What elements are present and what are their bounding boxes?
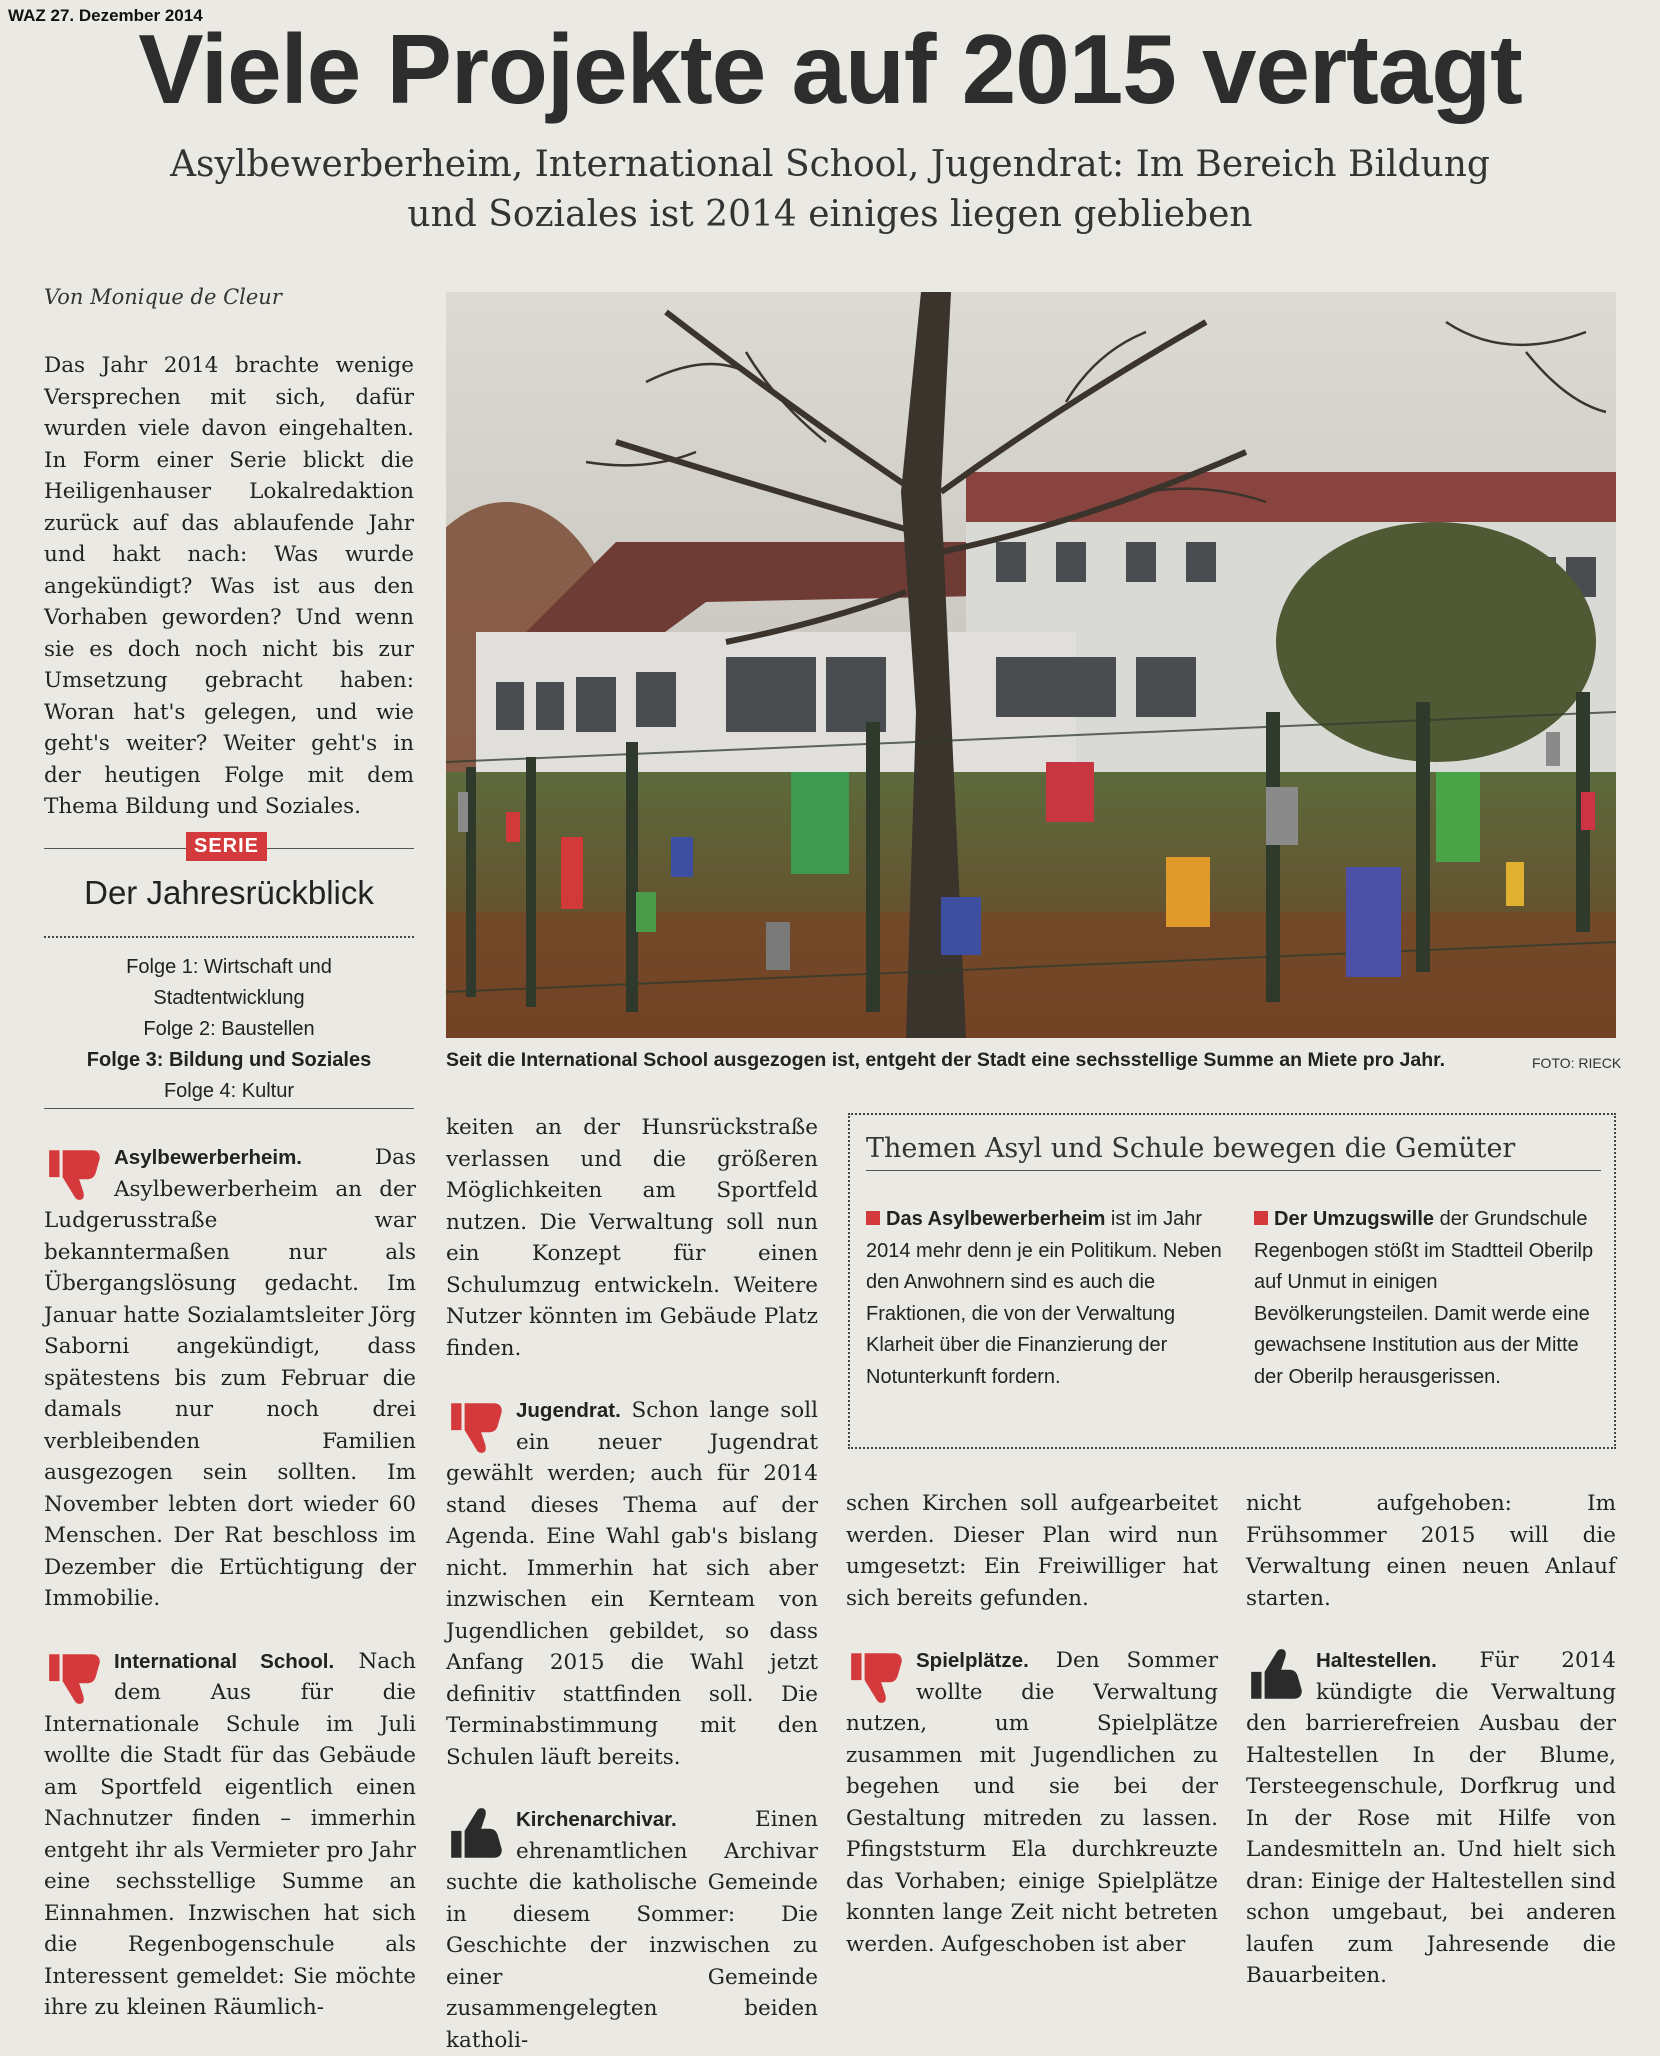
section-kirchenarchivar bbox=[446, 1804, 818, 2056]
byline: Von Monique de Cleur bbox=[44, 285, 282, 309]
section-text-continued: nicht aufgehoben: Im Frühsommer 2015 will die Verwaltung einen neuen Anlauf starten. bbox=[1246, 1491, 1616, 1611]
photo-school-building bbox=[446, 292, 1616, 1038]
section-lead: International School. bbox=[114, 1649, 335, 1673]
article-column-2 bbox=[446, 1112, 818, 2056]
serie-badge: SERIE bbox=[186, 832, 267, 861]
divider bbox=[866, 1170, 1601, 1171]
red-square-icon bbox=[866, 1211, 880, 1225]
info-box-title: Themen Asyl und Schule bewegen die Gemüter bbox=[866, 1133, 1516, 1164]
headline: Viele Projekte auf 2015 vertagt bbox=[138, 14, 1522, 124]
newspaper-source: WAZ 27. Dezember 2014 bbox=[8, 6, 203, 25]
serie-item: Folge 2: Baustellen bbox=[143, 1018, 315, 1040]
serie-item: Stadtentwicklung bbox=[153, 987, 305, 1009]
serie-item: Folge 1: Wirtschaft und bbox=[126, 956, 332, 978]
thumbs-up-icon bbox=[1246, 1645, 1308, 1707]
section-asylbewerberheim bbox=[44, 1142, 416, 1615]
thumbs-up-icon bbox=[446, 1804, 508, 1866]
section-lead: Spielplätze. bbox=[916, 1649, 1029, 1672]
red-square-icon bbox=[1254, 1211, 1268, 1225]
article-column-3 bbox=[846, 1488, 1218, 1960]
info-box-left bbox=[866, 1204, 1230, 1393]
section-lead: Haltestellen. bbox=[1316, 1649, 1437, 1672]
info-box-text: ist im Jahr 2014 mehr denn je ein Politikum. Neben den Anwohnern sind es auch die Fraktionen, die von der Verwaltung Klarheit über die Finanzierung der Notunterkunft fordern. bbox=[866, 1208, 1222, 1388]
thumbs-down-icon bbox=[846, 1645, 908, 1707]
article-column-1 bbox=[44, 1142, 416, 2024]
section-text-continued: schen Kirchen soll aufgearbeitet werden. Dieser Plan wird nun umgesetzt: Ein Freiwilliger hat sich bereits gefunden. bbox=[846, 1491, 1218, 1611]
intro-text: Das Jahr 2014 brachte wenige Versprechen mit sich, dafür wurden viele davon eingehalten. In Form einer Serie blickt die Heiligenhauser Lokalredaktion zurück auf das ablaufende Jahr und hakt nach: Was wurde angekündigt? Was ist aus den Vorhaben geworden? Und wenn sie es doch noch nicht bis zur Umsetzung gebracht haben: Woran hat's gelegen, und wie geht's weiter? Weiter geht's in der heutigen Folge mit dem Thema Bildung und Soziales. bbox=[44, 353, 414, 819]
info-box-keyword: Der Umzugswille bbox=[1274, 1208, 1435, 1230]
info-box-right bbox=[1254, 1204, 1604, 1393]
info-box-text: der Grundschule Regenbogen stößt im Stadtteil Oberilp auf Unmut in einigen Bevölkerungsteilen. Damit werde eine gewachsene Institution aus der Mitte der Oberilp herausgerissen. bbox=[1254, 1208, 1594, 1388]
section-text: Schon lange soll ein neuer Jugendrat gewählt werden; auch für 2014 stand dieses Thema auf der Agenda. Eine Wahl gab's bislang nicht. Immerhin hat sich aber inzwischen ein Kernteam von Jugendlichen gebildet, so dass Anfang 2015 die Wahl jetzt definitiv stattfinden soll. Die Terminabstimmung mit den Schulen läuft bereits. bbox=[446, 1398, 818, 1770]
subheadline-line-1: Asylbewerberheim, International School, Jugendrat: Im Bereich Bildung bbox=[170, 144, 1490, 185]
section-spielplaetze bbox=[846, 1645, 1218, 1960]
serie-list bbox=[44, 952, 414, 1107]
photo-illustration bbox=[446, 292, 1616, 1038]
thumbs-down-icon bbox=[44, 1646, 106, 1708]
section-lead: Asylbewerberheim. bbox=[114, 1146, 302, 1169]
section-international-school bbox=[44, 1646, 416, 2024]
thumbs-down-icon bbox=[446, 1395, 508, 1457]
section-text: Das Asylbewerberheim an der Ludgerusstraße war bekanntermaßen nur als Übergangslösung gedacht. Im Januar hatte Sozialamtsleiter Jörg Saborni angekündigt, dass spätestens bis zum Februar die damals nur noch drei verbleibenden Familien ausgezogen sein sollten. Im November lebten dort wieder 60 Menschen. Der Rat beschloss im Dezember die Ertüchtigung der Immobilie. bbox=[44, 1145, 416, 1611]
section-haltestellen bbox=[1246, 1645, 1616, 1992]
section-lead: Kirchenarchivar. bbox=[516, 1808, 677, 1831]
section-text: Einen ehrenamtlichen Archivar suchte die katholische Gemeinde in diesem Sommer: Die Geschichte der inzwischen zu einer Gemeinde zusammengelegten beiden katholi- bbox=[446, 1807, 818, 2053]
section-text-continued: keiten an der Hunsrückstraße verlassen und die größeren Möglichkeiten am Sportfeld nutzen. Die Verwaltung soll nun ein Konzept für einen Schulumzug entwickeln. Weitere Nutzer könnten im Gebäude Platz finden. bbox=[446, 1115, 818, 1361]
subheadline-line-2: und Soziales ist 2014 einiges liegen geblieben bbox=[407, 194, 1253, 235]
serie-item-current: Folge 3: Bildung und Soziales bbox=[86, 1049, 372, 1071]
section-text: Für 2014 kündigte die Verwaltung den barrierefreien Ausbau der Haltestellen In der Blume, Tersteegenschule, Dorfkrug und In der Rose mit Hilfe von Landesmitteln an. Und hielt sich dran: Einige der Haltestellen sind schon umgebaut, bei anderen laufen zum Jahresende die Bauarbeiten. bbox=[1246, 1648, 1616, 1988]
divider bbox=[44, 936, 414, 938]
section-text: Den Sommer wollte die Verwaltung nutzen, um Spielplätze zusammen mit Jugendlichen zu begehen und sie bei der Gestaltung mitreden zu lassen. Pfingststurm Ela durchkreuzte das Vorhaben; einige Spielplätze konnten lange Zeit nicht betreten werden. Aufgeschoben ist aber bbox=[846, 1648, 1218, 1957]
article-column-4 bbox=[1246, 1488, 1616, 1992]
photo-credit: FOTO: RIECK bbox=[1532, 1055, 1622, 1071]
serie-title: Der Jahresrückblick bbox=[84, 874, 374, 911]
section-jugendrat bbox=[446, 1395, 818, 1773]
serie-item: Folge 4: Kultur bbox=[163, 1080, 295, 1102]
section-text: Nach dem Aus für die Internationale Schule im Juli wollte die Stadt für das Gebäude am Sportfeld eigentlich einen Nachnutzer finden – immerhin entgeht ihr als Vermieter pro Jahr eine sechsstellige Summe an Einnahmen. Inzwischen hat sich die Regenbogenschule als Interessent gemeldet: Sie möchte ihre zu kleinen Räumlich- bbox=[44, 1648, 416, 2020]
info-box-keyword: Das Asylbewerberheim bbox=[886, 1208, 1106, 1230]
divider bbox=[44, 1108, 414, 1109]
thumbs-down-icon bbox=[44, 1142, 106, 1204]
subheadline bbox=[120, 140, 1540, 240]
photo-caption: Seit die International School ausgezogen ist, entgeht der Stadt eine sechsstellige Summe an Miete pro Jahr. bbox=[446, 1049, 1446, 1071]
section-lead: Jugendrat. bbox=[516, 1399, 621, 1422]
